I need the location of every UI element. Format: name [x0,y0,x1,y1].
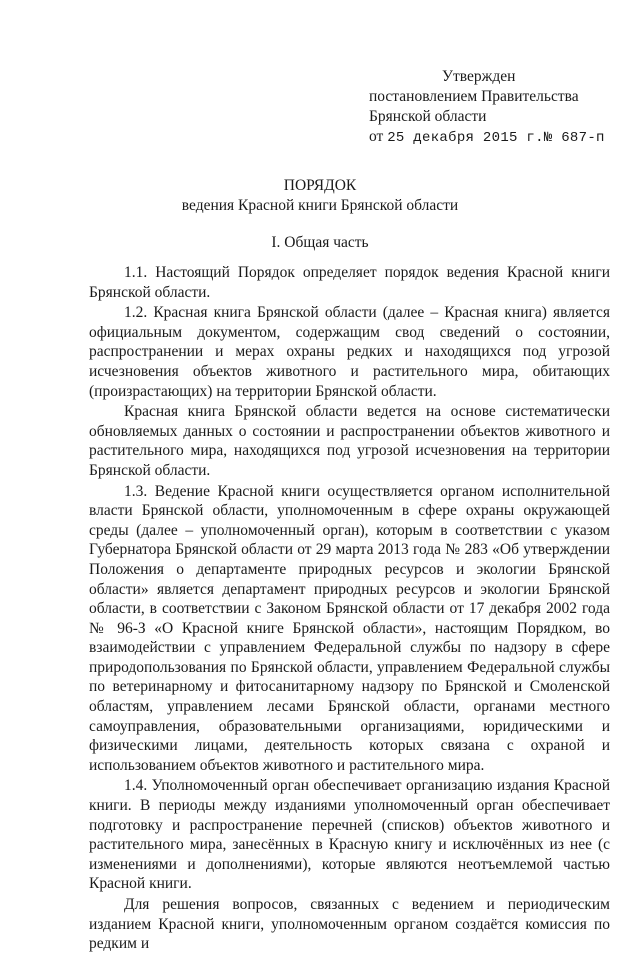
document-subtitle: ведения Красной книги Брянской области [181,197,459,214]
paragraph-1-2: 1.2. Красная книга Брянской области (далее – Красная книга) является официальным документом, содержащим свод сведений о состоянии, распространении и мерах охраны редких и находящихся под угрозой исчезновения объектов животного и растительного мира, обитающих (произрастающих) на территории Брянской области. [89,304,610,400]
paragraph-1-2-continued: Красная книга Брянской области ведется на основе систематически обновляемых данных о состоянии и распространении объектов животного и растительного мира, находящихся под угрозой исчезновения на территории Брянской области. [89,403,610,479]
section-heading: I. Общая часть [271,234,369,251]
paragraph-1-3: 1.3. Ведение Красной книги осуществляется органом исполнительной власти Брянской области, уполномоченным в сфере охраны окружающей среды (далее – уполномоченный орган), которым в соответствии с указом Губернатора Брянской области от 29 марта 2013 года № 283 «Об утверждении Положения о департаменте природных ресурсов и экологии Брянской области» является департамент природных ресурсов и экологии Брянской области, в соответствии с Законом Брянской области от 17 декабря 2002 года № 96-З «О Красной книге Брянской области», настоящим Порядком, во взаимодействии с управлением Федеральной службы по надзору в сфере природопользования по Брянской области, управлением Федеральной службы по ветеринарному и фитосанитарному надзору по Брянской и Смоленской областям, управлением лесами Брянской области, органами местного самоуправления, образовательными организациями, юридическими и физическими лицами, деятельность которых связана с охраной и использованием объектов животного и растительного мира. [89,482,610,774]
approval-line-date [369,127,605,148]
paragraph-1-1: 1.1. Настоящий Порядок определяет порядок ведения Красной книги Брянской области. [89,264,610,301]
approval-date-prefix: от [369,128,388,145]
paragraph-1-4-continued: Для решения вопросов, связанных с ведением и периодическим изданием Красной книги, уполномоченным органом создаётся комиссия по редким и [89,896,610,953]
document-title: ПОРЯДОК [283,177,357,194]
document-body [89,263,610,954]
approval-stamp [369,67,605,148]
approval-line-approved: Утвержден [442,68,516,85]
approval-line-resolution: постановлением Правительства [369,88,579,105]
approval-date-number: 25 декабря 2015 г.№ 687-п [387,130,605,146]
approval-line-region: Брянской области [369,108,487,125]
paragraph-1-4: 1.4. Уполномоченный орган обеспечивает организацию издания Красной книги. В периоды между изданиями уполномоченный орган обеспечивает подготовку и распространение перечней (списков) объектов животного и растительного мира, занесённых в Красную книгу и исключённых из нее (с изменениями и дополнениями), которые являются неотъемлемой частью Красной книги. [89,777,610,893]
